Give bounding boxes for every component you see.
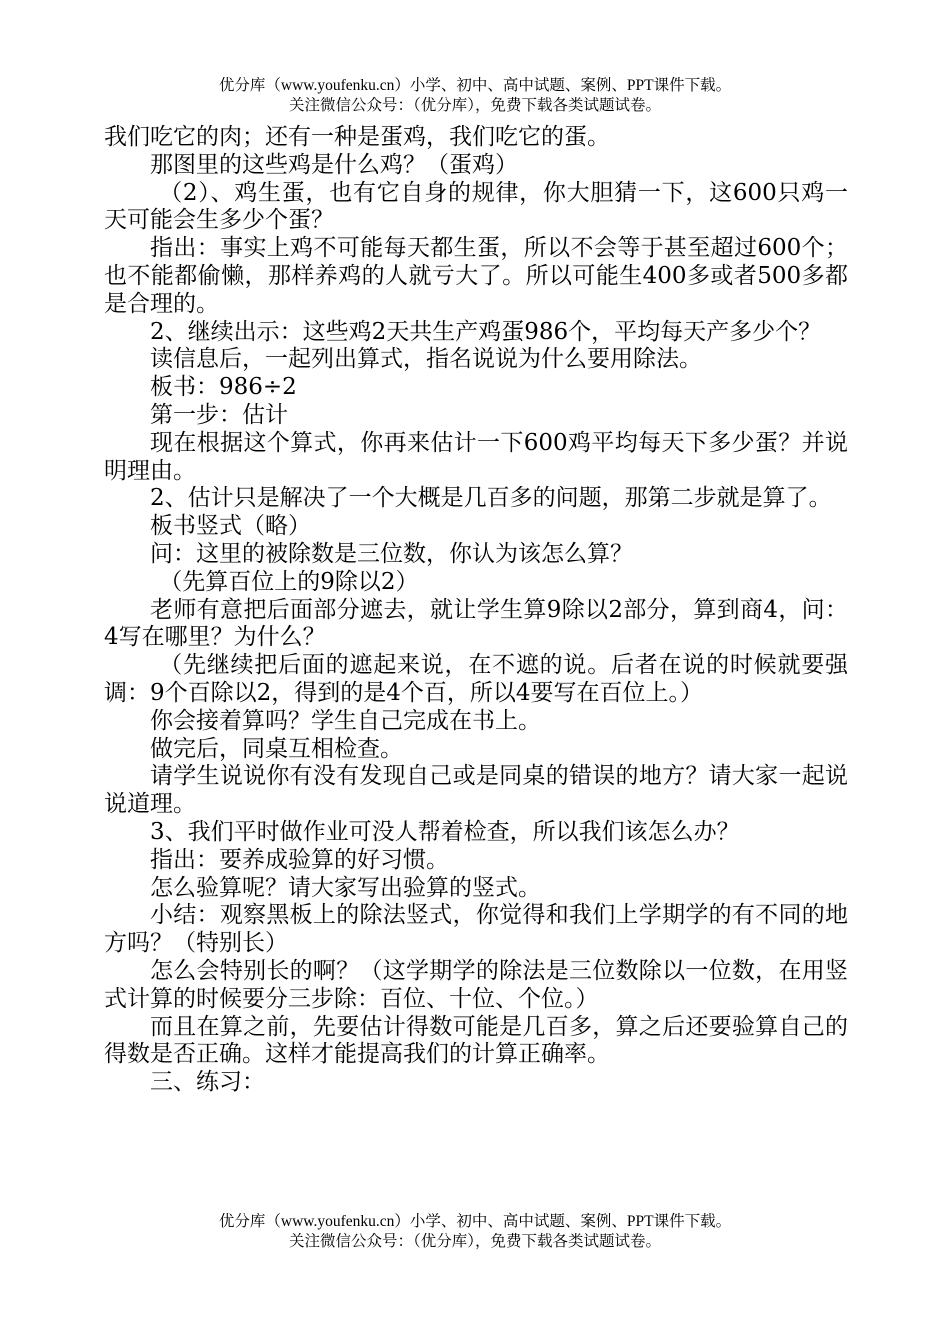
paragraph-24: 而且在算之前，先要估计得数可能是几百多，算之后还要验算自己的得数是否正确。这样才能提高我们的计算正确率。	[104, 1013, 848, 1068]
header-line-1: 优分库（www.youfenku.cn）小学、初中、高中试题、案例、PPT课件下载。	[218, 77, 732, 94]
paragraph-22: 小结：观察黑板上的除法竖式，你觉得和我们上学期学的有不同的地方吗？（特别长）	[104, 902, 848, 957]
paragraph-2: 那图里的这些鸡是什么鸡？（蛋鸡）	[150, 151, 518, 178]
paragraph-8: 第一步：估计	[150, 401, 288, 428]
page-header	[0, 76, 950, 116]
paragraph-25: 三、练习：	[150, 1069, 265, 1096]
paragraph-11: 板书竖式（略）	[150, 513, 311, 540]
paragraph-19: 3、我们平时做作业可没人帮着检查，所以我们该怎么办？	[150, 818, 740, 845]
footer-line-2: 关注微信公众号：（优分库），免费下载各类试题试卷。	[288, 1233, 661, 1250]
paragraph-17: 做完后，同桌互相检查。	[150, 735, 403, 762]
paragraph-12: 问：这里的被除数是三位数，你认为该怎么算？	[150, 540, 633, 567]
paragraph-5: 2、继续出示：这些鸡2天共生产鸡蛋986个，平均每天产多少个？	[150, 318, 822, 345]
header-line-2: 关注微信公众号：（优分库），免费下载各类试题试卷。	[288, 97, 661, 114]
document-body	[104, 124, 848, 1097]
paragraph-7: 板书：986÷2	[150, 374, 297, 401]
paragraph-23: 怎么会特别长的啊？（这学期学的除法是三位数除以一位数，在用竖式计算的时候要分三步除：百位、十位、个位。）	[104, 957, 848, 1012]
paragraph-14: 老师有意把后面部分遮去，就让学生算9除以2部分，算到商4，问：4写在哪里？为什么？	[104, 596, 848, 651]
paragraph-21: 怎么验算呢？请大家写出验算的竖式。	[150, 874, 541, 901]
paragraph-20: 指出：要养成验算的好习惯。	[150, 846, 449, 873]
paragraph-1: 我们吃它的肉；还有一种是蛋鸡，我们吃它的蛋。	[104, 124, 610, 150]
paragraph-10: 2、估计只是解决了一个大概是几百多的问题，那第二步就是算了。	[150, 485, 832, 512]
paragraph-13: （先算百位上的9除以2）	[159, 568, 419, 595]
paragraph-16: 你会接着算吗？学生自己完成在书上。	[150, 707, 541, 734]
paragraph-6: 读信息后，一起列出算式，指名说说为什么要用除法。	[150, 346, 702, 373]
paragraph-3: （2）、鸡生蛋，也有它自身的规律，你大胆猜一下，这600只鸡一天可能会生多少个蛋？	[104, 179, 848, 234]
paragraph-4: 指出：事实上鸡不可能每天都生蛋，所以不会等于甚至超过600个；也不能都偷懒，那样养鸡的人就亏大了。所以可能生400多或者500多都是合理的。	[104, 235, 848, 317]
paragraph-15: （先继续把后面的遮起来说，在不遮的说。后者在说的时候就要强调：9个百除以2，得到的是4个百，所以4要写在百位上。）	[104, 652, 848, 706]
page-footer	[0, 1212, 950, 1252]
footer-line-1: 优分库（www.youfenku.cn）小学、初中、高中试题、案例、PPT课件下载。	[218, 1213, 732, 1230]
paragraph-18: 请学生说说你有没有发现自己或是同桌的错误的地方？请大家一起说说道理。	[104, 763, 848, 818]
paragraph-9: 现在根据这个算式，你再来估计一下600鸡平均每天下多少蛋？并说明理由。	[104, 429, 848, 484]
